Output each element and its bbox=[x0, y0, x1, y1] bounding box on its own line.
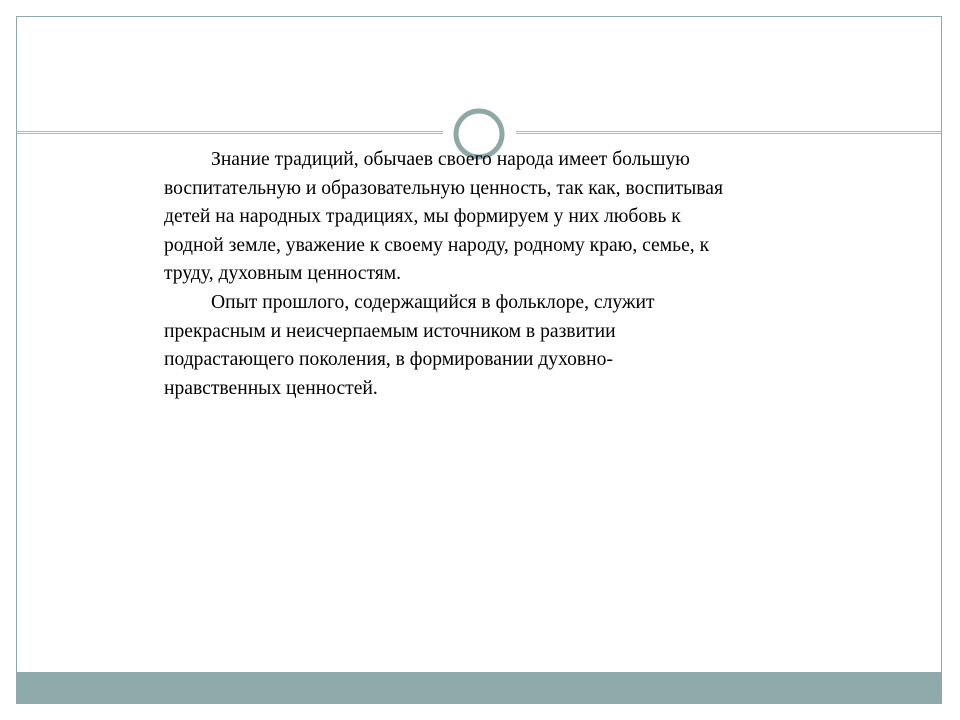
paragraph-traditions: Знание традиций, обычаев своего народа имеет большую воспитательную и образовательную ценность, так как, воспитывая детей на народных традициях, мы формируем у них любовь к родной земле, уважение к своему народу, родному краю, семье, к труду, духовным ценностям. bbox=[164, 149, 723, 285]
paragraph-folklore: Опыт прошлого, содержащийся в фольклоре, служит прекрасным и неисчерпаемым источником в развитии подрастающего поколения, в формировании духовно-нравственных ценностей. bbox=[164, 291, 655, 399]
title-divider-left bbox=[17, 131, 443, 134]
title-divider-right bbox=[516, 131, 941, 134]
body-text bbox=[164, 146, 724, 403]
footer-bar bbox=[17, 672, 941, 703]
